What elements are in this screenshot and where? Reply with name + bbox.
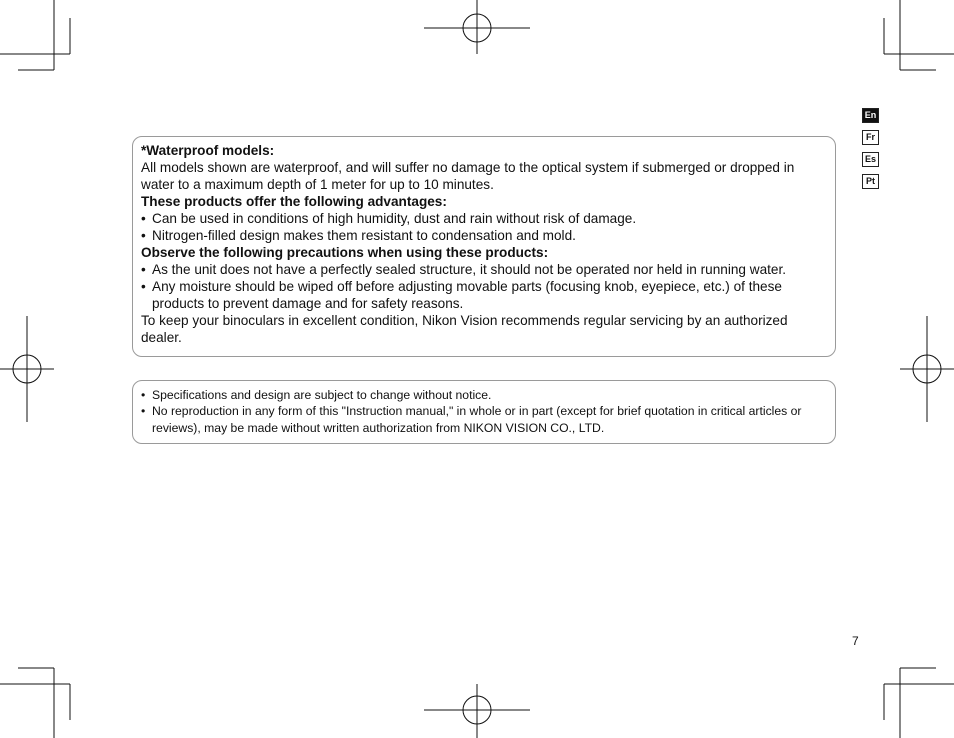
bullet: • (141, 211, 146, 226)
language-tabs (862, 108, 879, 196)
list-item (141, 403, 827, 436)
language-tab-en[interactable]: En (862, 108, 879, 123)
bullet: • (141, 404, 146, 419)
list-item-text: No reproduction in any form of this "Instruction manual," in whole or in part (except for brief quotation in critical articles or reviews), may be made without written authorization from NIKON VISION CO., LTD. (152, 404, 802, 435)
language-tab-pt[interactable]: Pt (862, 174, 879, 189)
list-item (141, 387, 827, 403)
precautions-heading: Observe the following precautions when using these products: (141, 245, 549, 260)
servicing-note: To keep your binoculars in excellent condition, Nikon Vision recommends regular servicing by an authorized dealer. (141, 313, 788, 345)
bullet: • (141, 388, 146, 402)
bullet: • (141, 262, 146, 277)
language-tab-es[interactable]: Es (862, 152, 879, 167)
list-item-text: Nitrogen-filled design makes them resistant to condensation and mold. (152, 228, 576, 243)
advantages-list (141, 210, 827, 244)
bullet: • (141, 279, 146, 294)
language-tab-fr[interactable]: Fr (862, 130, 879, 145)
list-item-text: Specifications and design are subject to change without notice. (152, 388, 492, 402)
list-item (141, 261, 827, 278)
bullet: • (141, 228, 146, 243)
notices-list (141, 387, 827, 436)
advantages-heading: These products offer the following advantages: (141, 194, 447, 209)
notices-box (132, 380, 836, 444)
waterproof-info-box (132, 136, 836, 357)
list-item-text: Can be used in conditions of high humidity, dust and rain without risk of damage. (152, 211, 637, 226)
precautions-list (141, 261, 827, 312)
list-item-text: As the unit does not have a perfectly sealed structure, it should not be operated nor held in running water. (152, 262, 787, 277)
list-item (141, 278, 827, 312)
list-item (141, 227, 827, 244)
waterproof-heading: *Waterproof models: (141, 143, 275, 158)
list-item-text: Any moisture should be wiped off before adjusting movable parts (focusing knob, eyepiece, etc.) of these products to prevent damage and for safety reasons. (152, 279, 782, 311)
page-number: 7 (852, 634, 859, 648)
list-item (141, 210, 827, 227)
waterproof-intro: All models shown are waterproof, and will suffer no damage to the optical system if submerged or dropped in water to a maximum depth of 1 meter for up to 10 minutes. (141, 160, 795, 192)
